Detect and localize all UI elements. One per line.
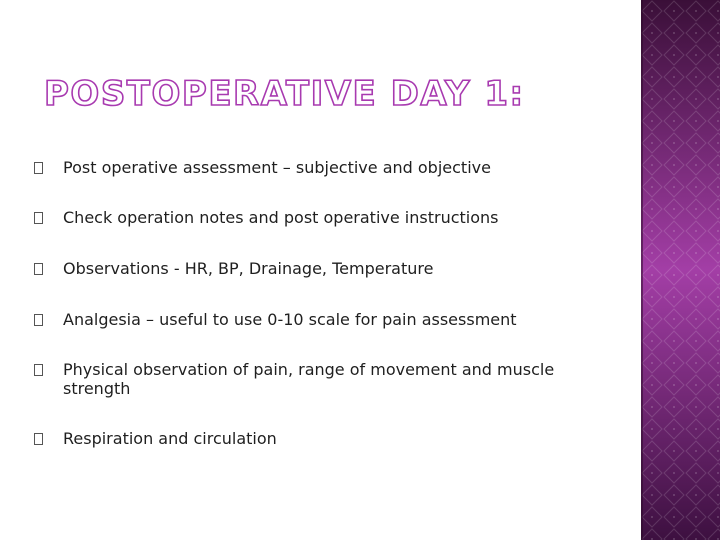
slide-title: POSTOPERATIVE DAY 1:	[44, 74, 525, 114]
square-bullet-icon	[34, 212, 43, 224]
square-bullet-icon	[34, 314, 43, 326]
decorative-side-panel	[641, 0, 720, 540]
bullet-text: Post operative assessment – subjective and objective	[63, 158, 491, 177]
bullet-text: Analgesia – useful to use 0-10 scale for pain assessment	[63, 310, 517, 329]
square-bullet-icon	[34, 263, 43, 275]
bullet-text: Respiration and circulation	[63, 429, 277, 448]
bullet-text: Physical observation of pain, range of movement and muscle strength	[63, 360, 555, 398]
square-bullet-icon	[34, 162, 43, 174]
bullet-item	[34, 360, 574, 398]
bullet-item	[34, 429, 614, 448]
bullet-item	[34, 158, 614, 177]
square-bullet-icon	[34, 364, 43, 376]
bullet-item	[34, 208, 614, 227]
bullet-text: Check operation notes and post operative instructions	[63, 208, 499, 227]
square-bullet-icon	[34, 433, 43, 445]
bullet-item	[34, 310, 614, 329]
bullet-item	[34, 259, 614, 278]
bullet-text: Observations - HR, BP, Drainage, Temperature	[63, 259, 434, 278]
